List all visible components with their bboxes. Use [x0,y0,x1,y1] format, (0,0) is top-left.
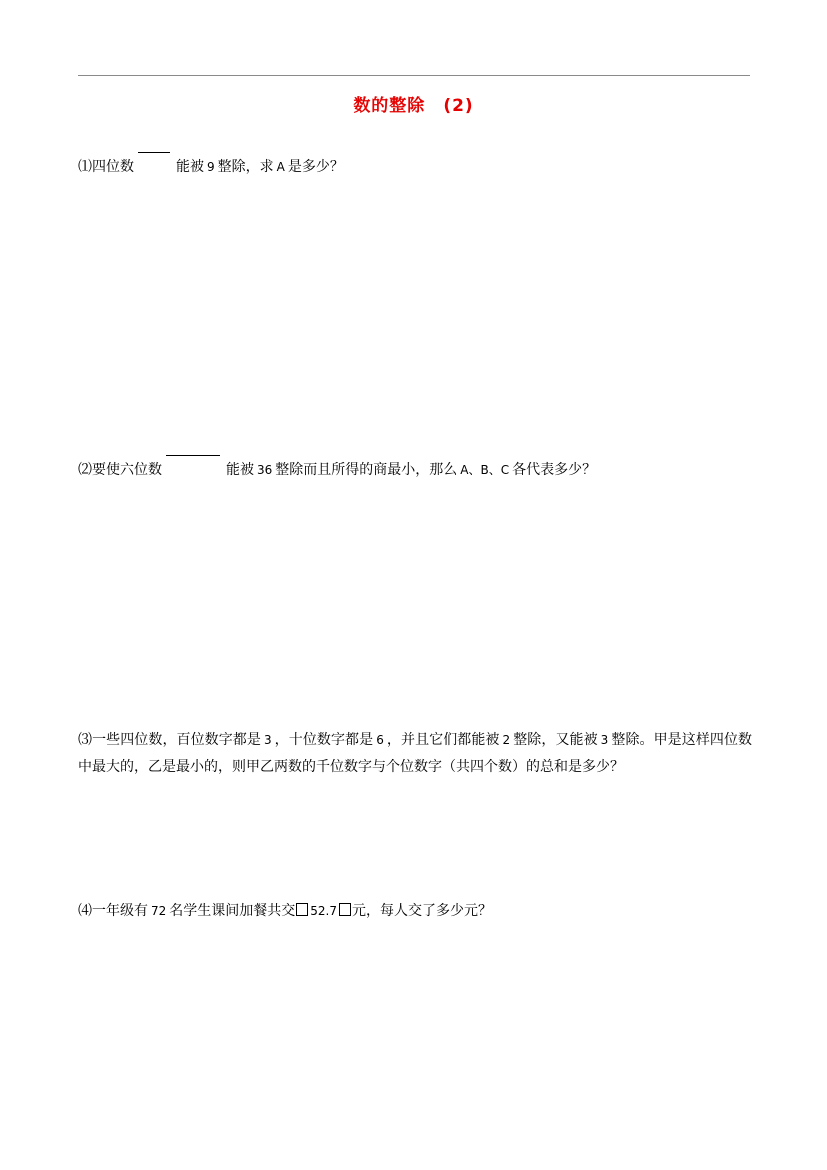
question-4-text-b: 名学生课间加餐共交 [169,903,296,919]
question-2-divisor: 36 [257,463,273,477]
title-number: (2) [443,96,474,116]
question-3-divisor-b: 3 [600,733,609,747]
question-1-variable: A [276,160,285,174]
question-2-text-d: 各代表多少？ [512,462,597,478]
overlined-number-blank [138,152,170,167]
overlined-number-blank [166,455,220,470]
question-1-text-b: 能被 [176,159,204,175]
question-1-text-d: 是多少？ [287,159,344,175]
question-2-text-b: 能被 [226,462,254,478]
question-3-tens-digit: 6 [376,733,384,747]
question-4-text-a: 一年级有 [92,903,148,919]
question-3 [78,727,752,781]
question-4-index: ⑷ [78,903,92,919]
question-1-text-c: 整除，求 [217,159,274,175]
title-text: 数的整除 [353,96,426,116]
question-3-hundreds-digit: 3 [263,733,272,747]
question-1-index: ⑴ [78,159,92,175]
question-2-index: ⑵ [78,462,92,478]
question-4-amount: 52.7 [310,904,337,918]
question-3-text-d: 整除，又能被 [513,732,598,748]
question-2-variables: A、B、C [460,463,510,477]
question-1-text-a: 四位数 [92,159,134,175]
question-4-student-count: 72 [151,904,167,918]
missing-digit-box [339,903,351,916]
header-rule [78,75,750,76]
question-1-divisor: 9 [207,160,215,174]
question-3-text-e: 整除。甲是这样四位数中最大的，乙是最小的，则甲乙两数的千位数字与个位数字（共四个数）的总和是多少？ [78,732,753,775]
question-3-index: ⑶ [78,732,93,748]
question-3-divisor-a: 2 [502,733,511,747]
question-2-text-c: 整除而且所得的商最小，那么 [275,462,458,478]
question-4 [78,898,492,925]
question-3-text-b: ，十位数字都是 [274,732,374,748]
question-1 [78,154,344,181]
question-2-text-a: 要使六位数 [92,462,162,478]
missing-digit-box [296,903,308,916]
question-3-text-c: ，并且它们都能被 [386,732,500,748]
page-title [0,91,827,116]
question-3-text-a: 一些四位数，百位数字都是 [92,732,261,748]
question-4-text-c: 元，每人交了多少元？ [352,903,492,919]
question-2 [78,457,596,484]
